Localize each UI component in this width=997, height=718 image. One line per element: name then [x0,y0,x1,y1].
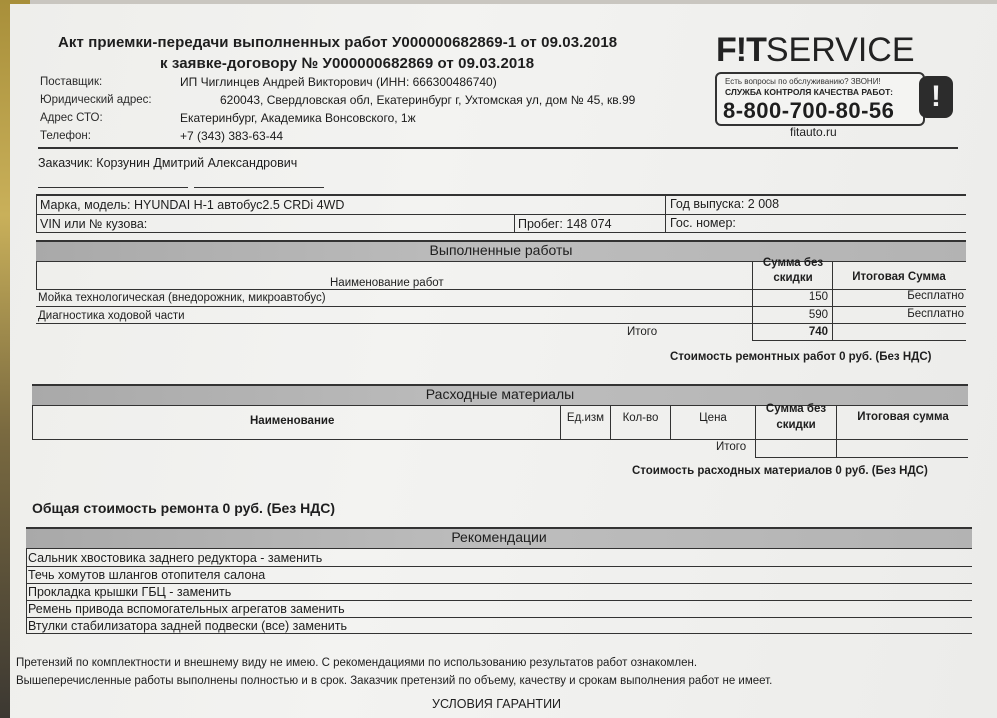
recommendations-header: Рекомендации [26,527,972,549]
customer-top-rule [38,147,958,149]
fitservice-logo [716,31,915,70]
works-cost-summary: Стоимость ремонтных работ 0 руб. (Без НДС) [670,351,932,363]
materials-col-divider-5 [836,406,837,458]
vehicle-model: Марка, модель: HYUNDAI H-1 автобус2.5 CRDi 4WD [40,198,345,212]
vehicle-bottom-rule [36,232,966,233]
materials-col-total: Итоговая сумма [857,411,949,423]
legal-address-value: 620043, Свердловская обл, Екатеринбург г, Ухтомская ул, дом № 45, кв.99 [220,93,636,107]
vehicle-left-border [36,194,37,232]
works-col-sum-1: Сумма без [762,257,824,269]
recommendation-rule [26,633,972,634]
hotline-number: 8-800-700-80-56 [723,98,895,123]
recommendations-left-border [26,549,27,633]
vehicle-plate: Гос. номер: [670,216,736,230]
vehicle-mileage-divider [514,214,515,232]
works-section-header: Выполненные работы [36,240,966,262]
works-col-divider-2 [832,262,833,340]
customer-name: Заказчик: Корзунин Дмитрий Александрович [38,156,298,170]
supplier-value: ИП Чиглинцев Андрей Викторович (ИНН: 666300486740) [180,75,497,89]
materials-cost-summary: Стоимость расходных материалов 0 руб. (Без НДС) [632,465,928,477]
materials-col-name: Наименование [250,415,335,427]
vehicle-mid-rule [36,214,966,215]
works-left-border [36,262,37,290]
works-col-divider-1 [752,262,753,340]
works-row-2-name: Диагностика ходовой части [38,310,185,322]
works-itogo-label: Итого [627,326,658,338]
vehicle-mileage: Пробег: 148 074 [518,217,612,231]
works-col-name: Наименование работ [330,277,444,289]
exclamation-icon: ! [919,76,953,118]
recommendation-rule [26,600,972,601]
works-header-rule [36,289,966,290]
vehicle-divider [665,194,666,232]
legal-address-label: Юридический адрес: [40,94,152,106]
logo-service-text: SERVICE [765,31,915,69]
works-row-1-sum: 150 [808,291,828,303]
act-title: Акт приемки-передачи выполненных работ У000000682869-1 от 09.03.2018 [58,34,618,51]
recommendation-item: Сальник хвостовика заднего редуктора - заменить [28,551,323,565]
vehicle-year: Год выпуска: 2 008 [670,197,780,211]
logo-fit-text: F!T [716,31,766,69]
phone-value: +7 (343) 383-63-44 [180,129,284,143]
sto-address-value: Екатеринбург, Академика Вонсовского, 1ж [180,111,416,125]
works-row-2-total: Бесплатно [907,308,964,320]
works-col-total: Итоговая Сумма [852,271,946,283]
works-col-sum-2: скидки [773,272,813,284]
materials-header-rule [32,439,968,440]
materials-col-price: Цена [699,412,727,424]
hotline-question: Есть вопросы по обслуживанию? ЗВОНИ! [725,77,881,86]
recommendation-item: Ремень привода вспомогательных агрегатов заменить [28,602,345,616]
phone-label: Телефон: [40,130,91,142]
document-page [10,4,997,718]
sto-address-label: Адрес СТО: [40,112,103,124]
hotline-box [715,72,925,126]
works-row-2-sum: 590 [808,309,828,321]
materials-col-unit: Ед.изм [566,412,605,424]
materials-col-qty: Кол-во [622,412,659,424]
works-row-2-rule [36,323,966,324]
website-link: fitauto.ru [790,125,837,139]
signature-line-right [194,187,324,188]
recommendation-rule [26,583,972,584]
works-itogo-rule [752,340,966,341]
materials-col-sum-2: скидки [776,419,816,431]
total-repair-cost: Общая стоимость ремонта 0 руб. (Без НДС) [32,500,335,516]
supplier-label: Поставщик: [40,76,103,88]
recommendation-rule [26,617,972,618]
recommendation-rule [26,566,972,567]
works-row-1-total: Бесплатно [907,290,964,302]
materials-itogo-rule [755,457,968,458]
materials-itogo-label: Итого [716,441,747,453]
recommendation-item: Прокладка крышки ГБЦ - заменить [28,585,232,599]
contract-reference: к заявке-договору № У000000682869 от 09.03.2018 [160,55,535,72]
materials-section-header: Расходные материалы [32,384,968,406]
hotline-quality: СЛУЖБА КОНТРОЛЯ КАЧЕСТВА РАБОТ: [725,87,894,97]
works-itogo-value: 740 [808,326,828,338]
recommendation-item: Втулки стабилизатора задней подвески (все) заменить [28,619,348,633]
works-row-1-rule [36,306,966,307]
signature-line-left [38,187,188,188]
footer-completion-line: Вышеперечисленные работы выполнены полностью и в срок. Заказчик претензий по объему, качеству и срокам выполнения работ не имеет. [16,675,773,687]
footer-claims-line: Претензий по комплектности и внешнему виду не имею. С рекомендациями по использованию результатов работ ознакомлен. [16,657,698,669]
materials-left-border [32,406,33,440]
vehicle-top-rule [36,194,966,196]
warranty-heading: УСЛОВИЯ ГАРАНТИИ [432,697,562,711]
vehicle-vin: VIN или № кузова: [40,217,148,231]
works-row-1-name: Мойка технологическая (внедорожник, микроавтобус) [38,292,326,304]
materials-col-sum-1: Сумма без [765,403,827,415]
recommendation-item: Течь хомутов шлангов отопителя салона [28,568,266,582]
